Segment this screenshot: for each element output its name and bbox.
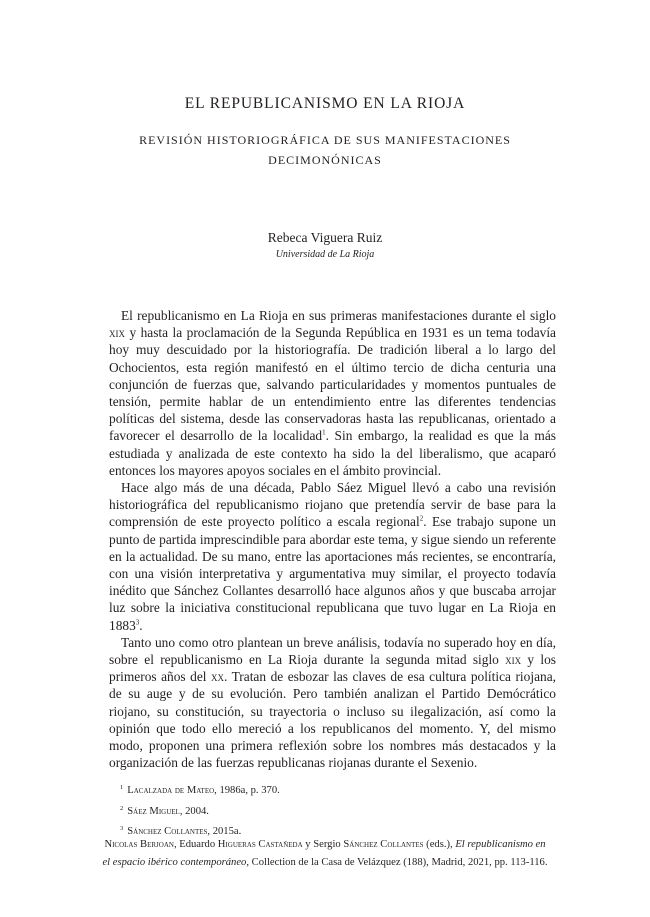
citation-text: , Eduardo bbox=[173, 839, 218, 850]
footnote-ref[interactable]: 3 bbox=[135, 618, 140, 627]
article-subtitle bbox=[100, 130, 550, 170]
footnotes bbox=[120, 779, 550, 841]
citation-book-title: El republicanismo en el espacio ibérico contemporáneo bbox=[102, 839, 546, 868]
text-run: . Tratan de esbozar las claves de esa cultura política riojana, de su auge y de su evolución. Pero también analizan el Partido Demócrático riojano, su constitución, su trayectoria o incluso su ilegalización, así como la opinión que todo ello mereció a los republicanos del momento. Y, del mismo modo, proponen una primera reflexión sobre los nombres más destacados y la organización de las fuerzas republicanas riojanas durante el Sexenio. bbox=[109, 669, 557, 771]
author-affiliation: Universidad de La Rioja bbox=[275, 249, 375, 260]
source-citation bbox=[100, 836, 550, 872]
footnote-number: 1 bbox=[120, 784, 124, 791]
text-run: El republicanismo en La Rioja en sus primeras manifestaciones durante el siglo bbox=[121, 308, 556, 323]
citation-editor: Sánchez Collantes bbox=[343, 839, 424, 850]
footnote-number: 2 bbox=[120, 804, 124, 812]
footnote-text: , 2004. bbox=[179, 805, 209, 817]
text-run: . Sin embargo, la realidad es que la más estudiada y analizada de este contexto ha sido la del liberalismo, que acaparó entonces los mayores apoyos sociales en el ámbito provincial. bbox=[109, 428, 556, 478]
text-run: Tanto uno como otro plantean un breve análisis, todavía no superado hoy en día, sobre el republicanismo en La Rioja durante la segunda mitad siglo bbox=[109, 634, 556, 668]
paragraph bbox=[109, 307, 556, 479]
text-run: . Ese trabajo supone un punto de partida imprescindible para abordar este tema, y sigue siendo un referente en la actualidad. De su mano, entre las aportaciones más recientes, se encontraría, con una visión interpretativa y argumentativa muy similar, el proyecto todavía inédito que Sánchez Collantes desarrolló hace algunos años y que buscaba arrojar luz sobre la iniciativa constitucional republicana que tuvo lugar en La Rioja en 1883 bbox=[109, 514, 557, 633]
text-run: Hace algo más de una década, Pablo Sáez Miguel llevó a cabo una revisión historiográfica del republicanismo riojano que pretendía servir de base para la comprensión de este proyecto político a escala regional bbox=[109, 480, 556, 530]
footnote-text: , 1986a, p. 370. bbox=[214, 785, 280, 796]
text-run: y hasta la proclamación de la Segunda República en 1931 es un tema todavía hoy muy descuidado por la historiografía. De tradición liberal a lo largo del Ochocientos, esta región manifestó en el último tercio de dicha centuria una conjunción de fuerzas que, salvando particularidades y momentos puntuales de tensión, permite hablar de un entendimiento entre las diferentes tendencias políticas del sistema, desde las conservadoras hasta las republicanas, orientado a favorecer el desarrollo de la localidad bbox=[109, 325, 556, 444]
footnote-ref[interactable]: 1 bbox=[322, 428, 326, 437]
citation-editor: Nicolas Berjoan bbox=[104, 839, 174, 850]
footnote-author: Sánchez Collantes bbox=[127, 826, 208, 837]
citation-text: (eds.), bbox=[423, 839, 456, 850]
text-run: . bbox=[139, 617, 143, 633]
author-name: Rebeca Viguera Ruiz bbox=[267, 230, 383, 245]
subtitle-line: DECIMONÓNICAS bbox=[268, 153, 382, 167]
footnote-number: 3 bbox=[120, 825, 124, 832]
footnote bbox=[120, 779, 550, 800]
text-run: y los primeros años del bbox=[109, 652, 556, 685]
paragraph bbox=[109, 479, 556, 634]
article-title: EL REPUBLICANISMO EN LA RIOJA bbox=[184, 95, 466, 112]
text-run: xx bbox=[211, 669, 224, 685]
paragraph bbox=[109, 634, 556, 772]
footnote-text: , 2015a. bbox=[207, 826, 242, 837]
citation-text: y Sergio bbox=[302, 839, 344, 850]
footnote-author: Sáez Miguel bbox=[127, 805, 180, 817]
subtitle-line: REVISIÓN HISTORIOGRÁFICA DE SUS MANIFESTACIONES bbox=[139, 133, 511, 147]
body-text bbox=[109, 307, 556, 771]
citation-text: , Collection de la Casa de Velázquez (188), Madrid, 2021, pp. 113-116. bbox=[246, 857, 548, 868]
text-run: xix bbox=[109, 325, 125, 341]
footnote bbox=[120, 800, 550, 821]
citation-editor: Higueras Castañeda bbox=[217, 839, 303, 850]
text-run: xix bbox=[505, 652, 522, 668]
footnote-author: Lacalzada de Mateo bbox=[127, 785, 215, 796]
footnote-ref[interactable]: 2 bbox=[419, 514, 424, 523]
